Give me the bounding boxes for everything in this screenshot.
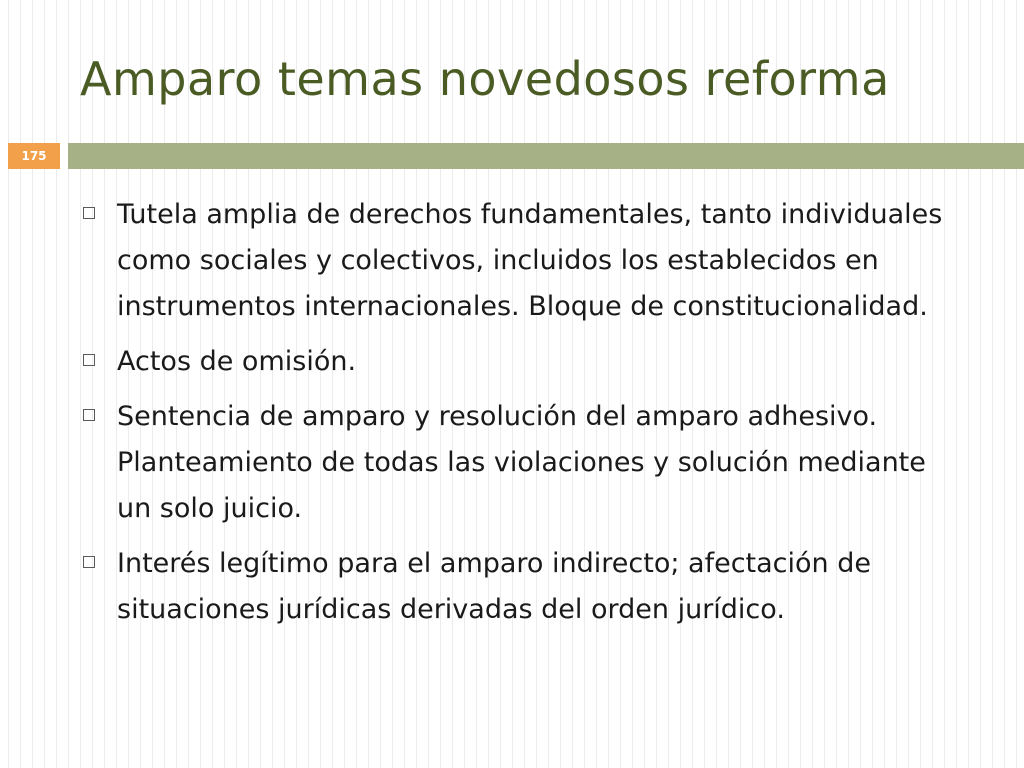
bullet-item (80, 394, 960, 532)
title-divider-bar (68, 143, 1024, 169)
slide-title: Amparo temas novedosos reforma (80, 52, 890, 106)
bullet-list (80, 192, 960, 642)
bullet-text: Actos de omisión. (117, 346, 357, 377)
bullet-item (80, 541, 960, 633)
square-bullet-icon (83, 207, 95, 219)
square-bullet-icon (83, 556, 95, 568)
bullet-item (80, 339, 960, 385)
bullet-item (80, 192, 960, 330)
slide-number-badge: 175 (8, 143, 60, 169)
bullet-text: Interés legítimo para el amparo indirecto; afectación de situaciones jurídicas derivadas del orden jurídico. (117, 548, 871, 625)
square-bullet-icon (83, 354, 95, 366)
bullet-text: Tutela amplia de derechos fundamentales, tanto individuales como sociales y colectivos, incluidos los establecidos en instrumentos internacionales. Bloque de constitucionalidad. (117, 199, 943, 322)
square-bullet-icon (83, 409, 95, 421)
bullet-text: Sentencia de amparo y resolución del amparo adhesivo. Planteamiento de todas las violaciones y solución mediante un solo juicio. (117, 401, 926, 524)
